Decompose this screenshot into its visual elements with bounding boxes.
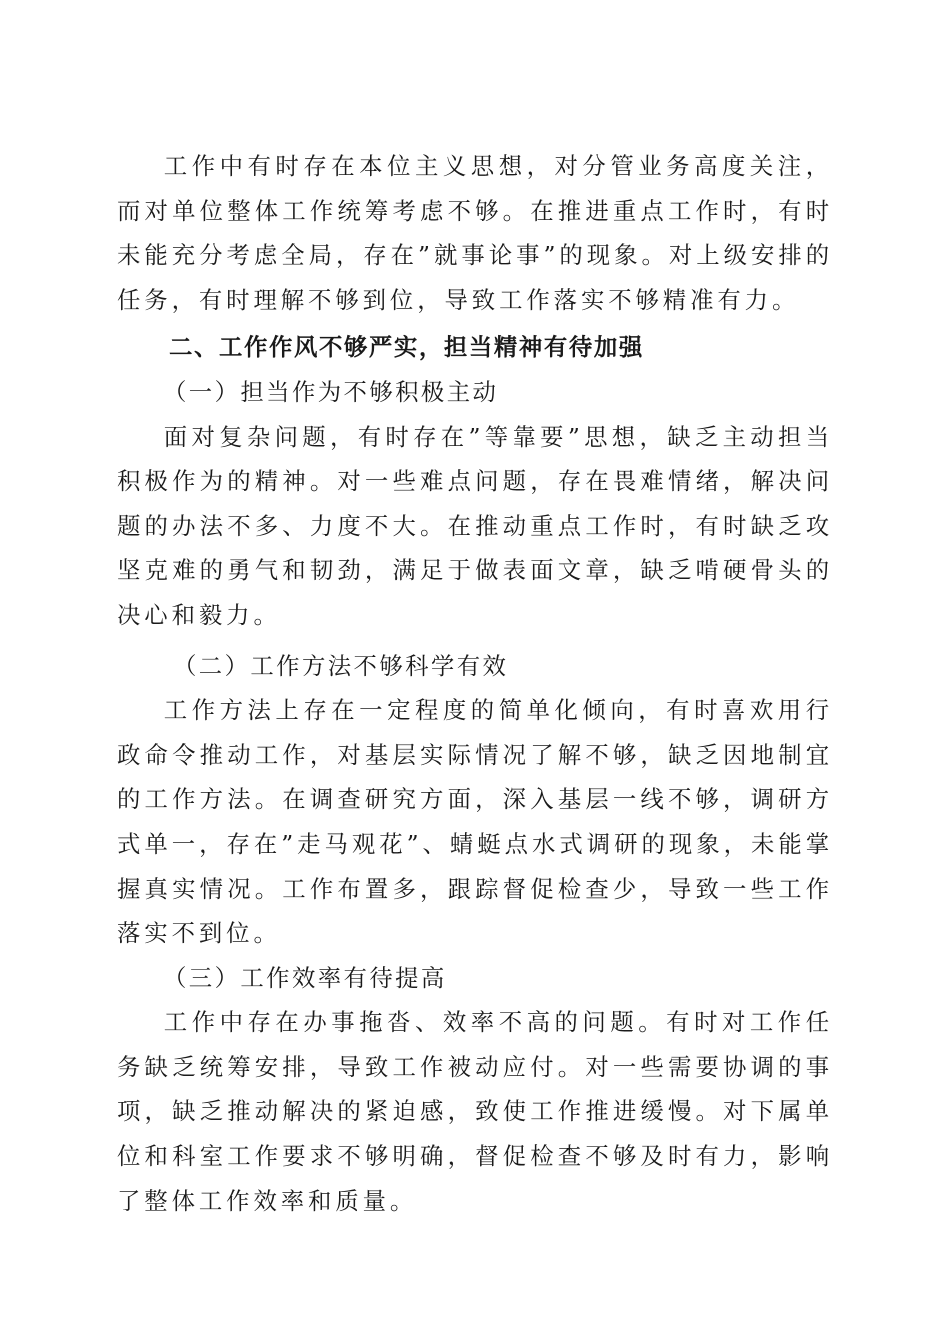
paragraph-methods: 工作方法上存在一定程度的简单化倾向，有时喜欢用行政命令推动工作，对基层实际情况了解不够，缺乏因地制宜的工作方法。在调查研究方面，深入基层一线不够，调研方式单一，存在”走马观花”、蜻蜓点水式调研的现象，未能掌握真实情况。工作布置多，跟踪督促检查少，导致一些工作落实不到位。 [117, 696, 833, 948]
paragraph-responsibility: 面对复杂问题，有时存在”等靠要”思想，缺乏主动担当积极作为的精神。对一些难点问题，存在畏难情绪，解决问题的办法不多、力度不大。在推动重点工作时，有时缺乏攻坚克难的勇气和韧劲，满足于做表面文章，缺乏啃硬骨头的决心和毅力。 [117, 422, 833, 629]
subheading-methods: （二）工作方法不够科学有效 [173, 651, 509, 680]
section-heading-work-style: 二、工作作风不够严实，担当精神有待加强 [169, 333, 644, 362]
document-page [117, 144, 833, 1223]
paragraph-standpoint: 工作中有时存在本位主义思想，对分管业务高度关注，而对单位整体工作统筹考虑不够。在推进重点工作时，有时未能充分考虑全局，存在”就事论事”的现象。对上级安排的任务，有时理解不够到位，导致工作落实不够精准有力。 [117, 152, 833, 314]
paragraph-efficiency: 工作中存在办事拖沓、效率不高的问题。有时对工作任务缺乏统筹安排，导致工作被动应付。对一些需要协调的事项，缺乏推动解决的紧迫感，致使工作推进缓慢。对下属单位和科室工作要求不够明确，督促检查不够及时有力，影响了整体工作效率和质量。 [117, 1008, 833, 1215]
subheading-efficiency: （三）工作效率有待提高 [163, 963, 447, 992]
subheading-responsibility: （一）担当作为不够积极主动 [163, 377, 499, 406]
